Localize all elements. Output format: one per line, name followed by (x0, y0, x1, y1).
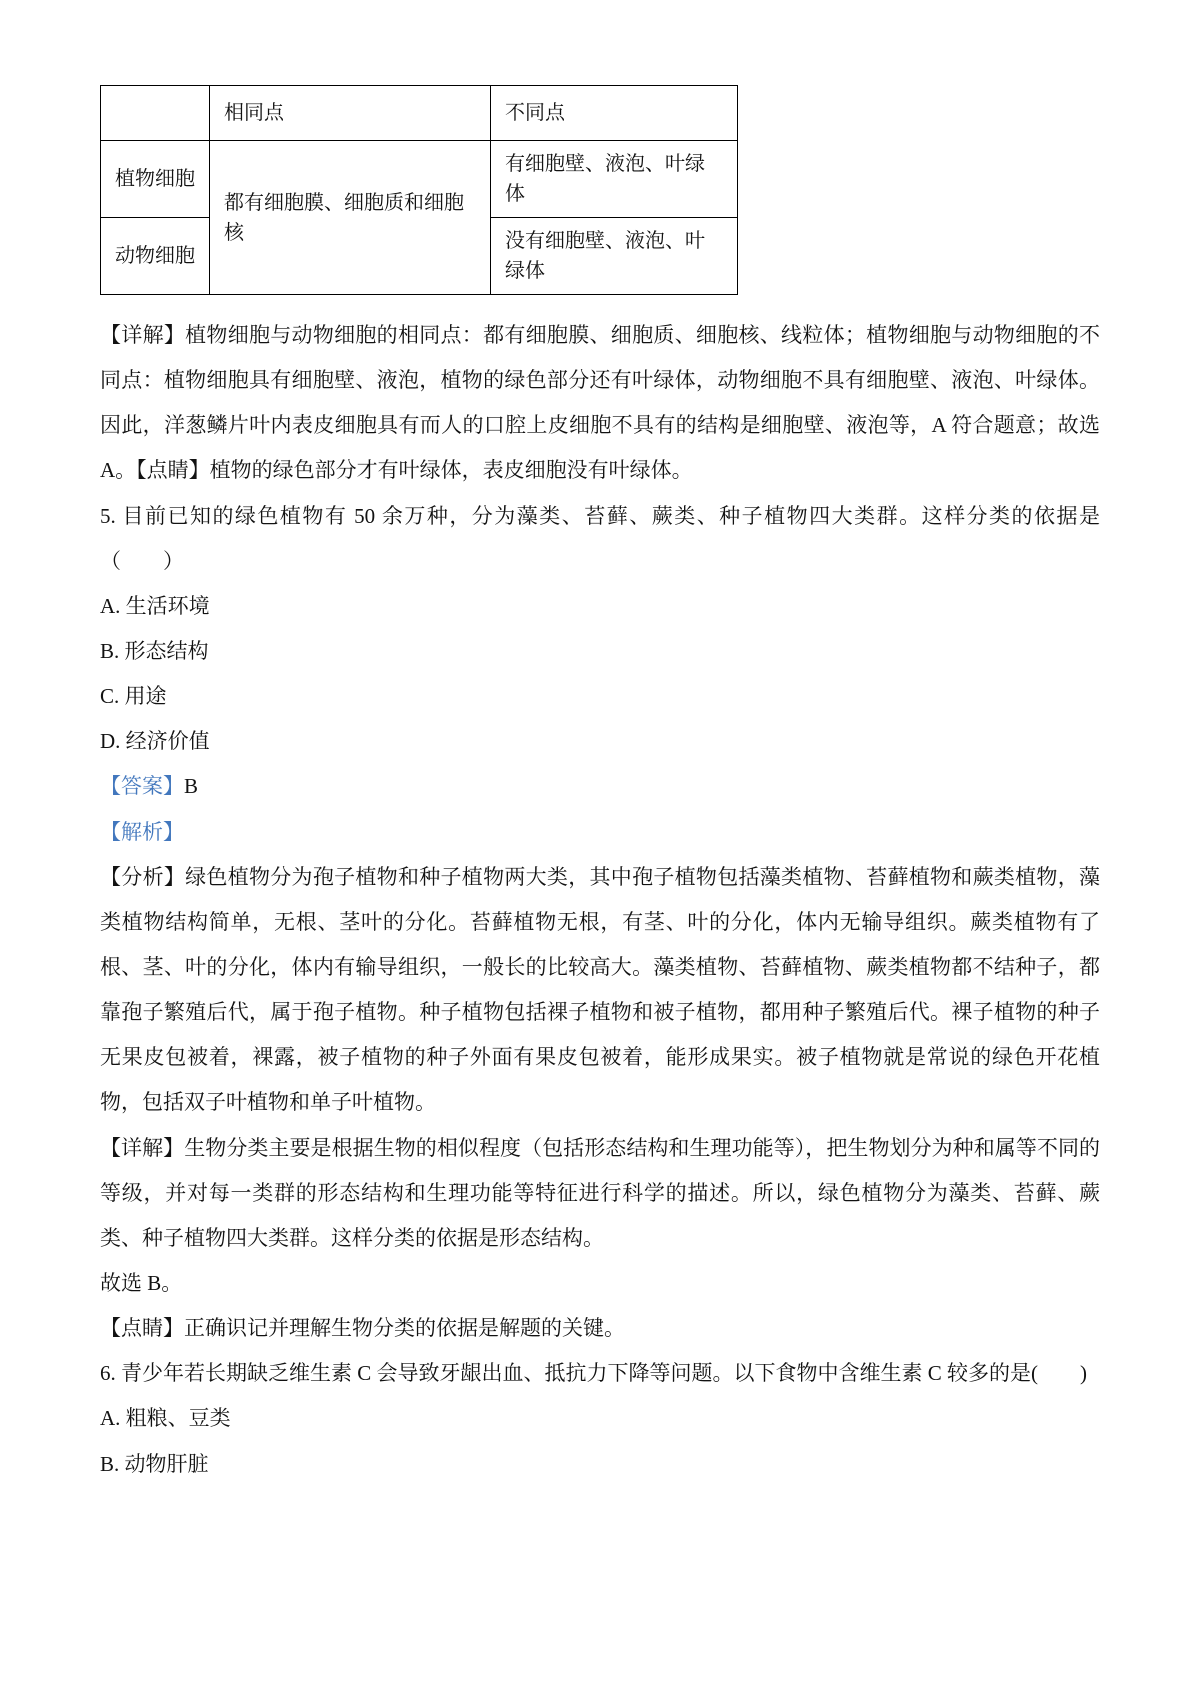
table-cell-plant-label: 植物细胞 (101, 141, 210, 218)
q6-option-a: A. 粗粮、豆类 (100, 1406, 231, 1431)
q5-answer-line (100, 764, 1100, 809)
table-cell-merged-same: 都有细胞膜、细胞质和细胞核 (210, 141, 491, 295)
analysis-label: 【解析】 (100, 819, 184, 844)
q5-detail-paragraph: 【详解】生物分类主要是根据生物的相似程度（包括形态结构和生理功能等），把生物划分为种和属等不同的等级，并对每一类群的形态结构和生理功能等特征进行科学的描述。所以，绿色植物分为藻类、苔藓、蕨类、种子植物四大类群。这样分类的依据是形态结构。 (100, 1135, 1100, 1250)
table-cell-animal-label: 动物细胞 (101, 218, 210, 295)
table-header-blank (101, 86, 210, 141)
q5-option-a: A. 生活环境 (100, 593, 210, 618)
answer-value: B (184, 774, 199, 799)
q5-question-text: 5. 目前已知的绿色植物有 50 余万种，分为藻类、苔藓、蕨类、种子植物四大类群。这样分类的依据是（ ） (100, 503, 1100, 573)
q5-option-d: D. 经济价值 (100, 729, 210, 754)
answer-label: 【答案】 (100, 774, 184, 799)
q5-option-b: B. 形态结构 (100, 638, 209, 663)
table-header-row (101, 86, 738, 141)
q5-tip-paragraph: 【点睛】正确识记并理解生物分类的依据是解题的关键。 (100, 1316, 625, 1341)
table-header-same: 相同点 (210, 86, 491, 141)
cell-comparison-table (100, 85, 738, 295)
q6-question-text: 6. 青少年若长期缺乏维生素 C 会导致牙龈出血、抵抗力下降等问题。以下食物中含维生素 C 较多的是( ) (100, 1361, 1087, 1386)
q5-analysis-paragraph: 【分析】绿色植物分为孢子植物和种子植物两大类，其中孢子植物包括藻类植物、苔藓植物和蕨类植物，藻类植物结构简单，无根、茎叶的分化。苔藓植物无根，有茎、叶的分化，体内无输导组织。蕨类植物有了根、茎、叶的分化，体内有输导组织，一般长的比较高大。藻类植物、苔藓植物、蕨类植物都不结种子，都靠孢子繁殖后代，属于孢子植物。种子植物包括裸子植物和被子植物，都用种子繁殖后代。裸子植物的种子无果皮包被着，裸露，被子植物的种子外面有果皮包被着，能形成果实。被子植物就是常说的绿色开花植物，包括双子叶植物和单子叶植物。 (100, 864, 1100, 1115)
q5-analysis-label-line (100, 810, 1100, 855)
q5-option-c: C. 用途 (100, 684, 167, 709)
table-header-diff: 不同点 (491, 86, 738, 141)
q4-detail-paragraph: 【详解】植物细胞与动物细胞的相同点：都有细胞膜、细胞质、细胞核、线粒体；植物细胞与动物细胞的不同点：植物细胞具有细胞壁、液泡，植物的绿色部分还有叶绿体，动物细胞不具有细胞壁、液泡、叶绿体。因此，洋葱鳞片叶内表皮细胞具有而人的口腔上皮细胞不具有的结构是细胞壁、液泡等，A 符合题意；故选 A。【点睛】植物的绿色部分才有叶绿体，表皮细胞没有叶绿体。 (100, 323, 1100, 483)
table-cell-plant-diff: 有细胞壁、液泡、叶绿体 (491, 141, 738, 218)
table-row-plant-cell (101, 141, 738, 218)
q6-option-b: B. 动物肝脏 (100, 1451, 209, 1476)
q5-conclusion: 故选 B。 (100, 1270, 183, 1295)
table-cell-animal-diff: 没有细胞壁、液泡、叶绿体 (491, 218, 738, 295)
